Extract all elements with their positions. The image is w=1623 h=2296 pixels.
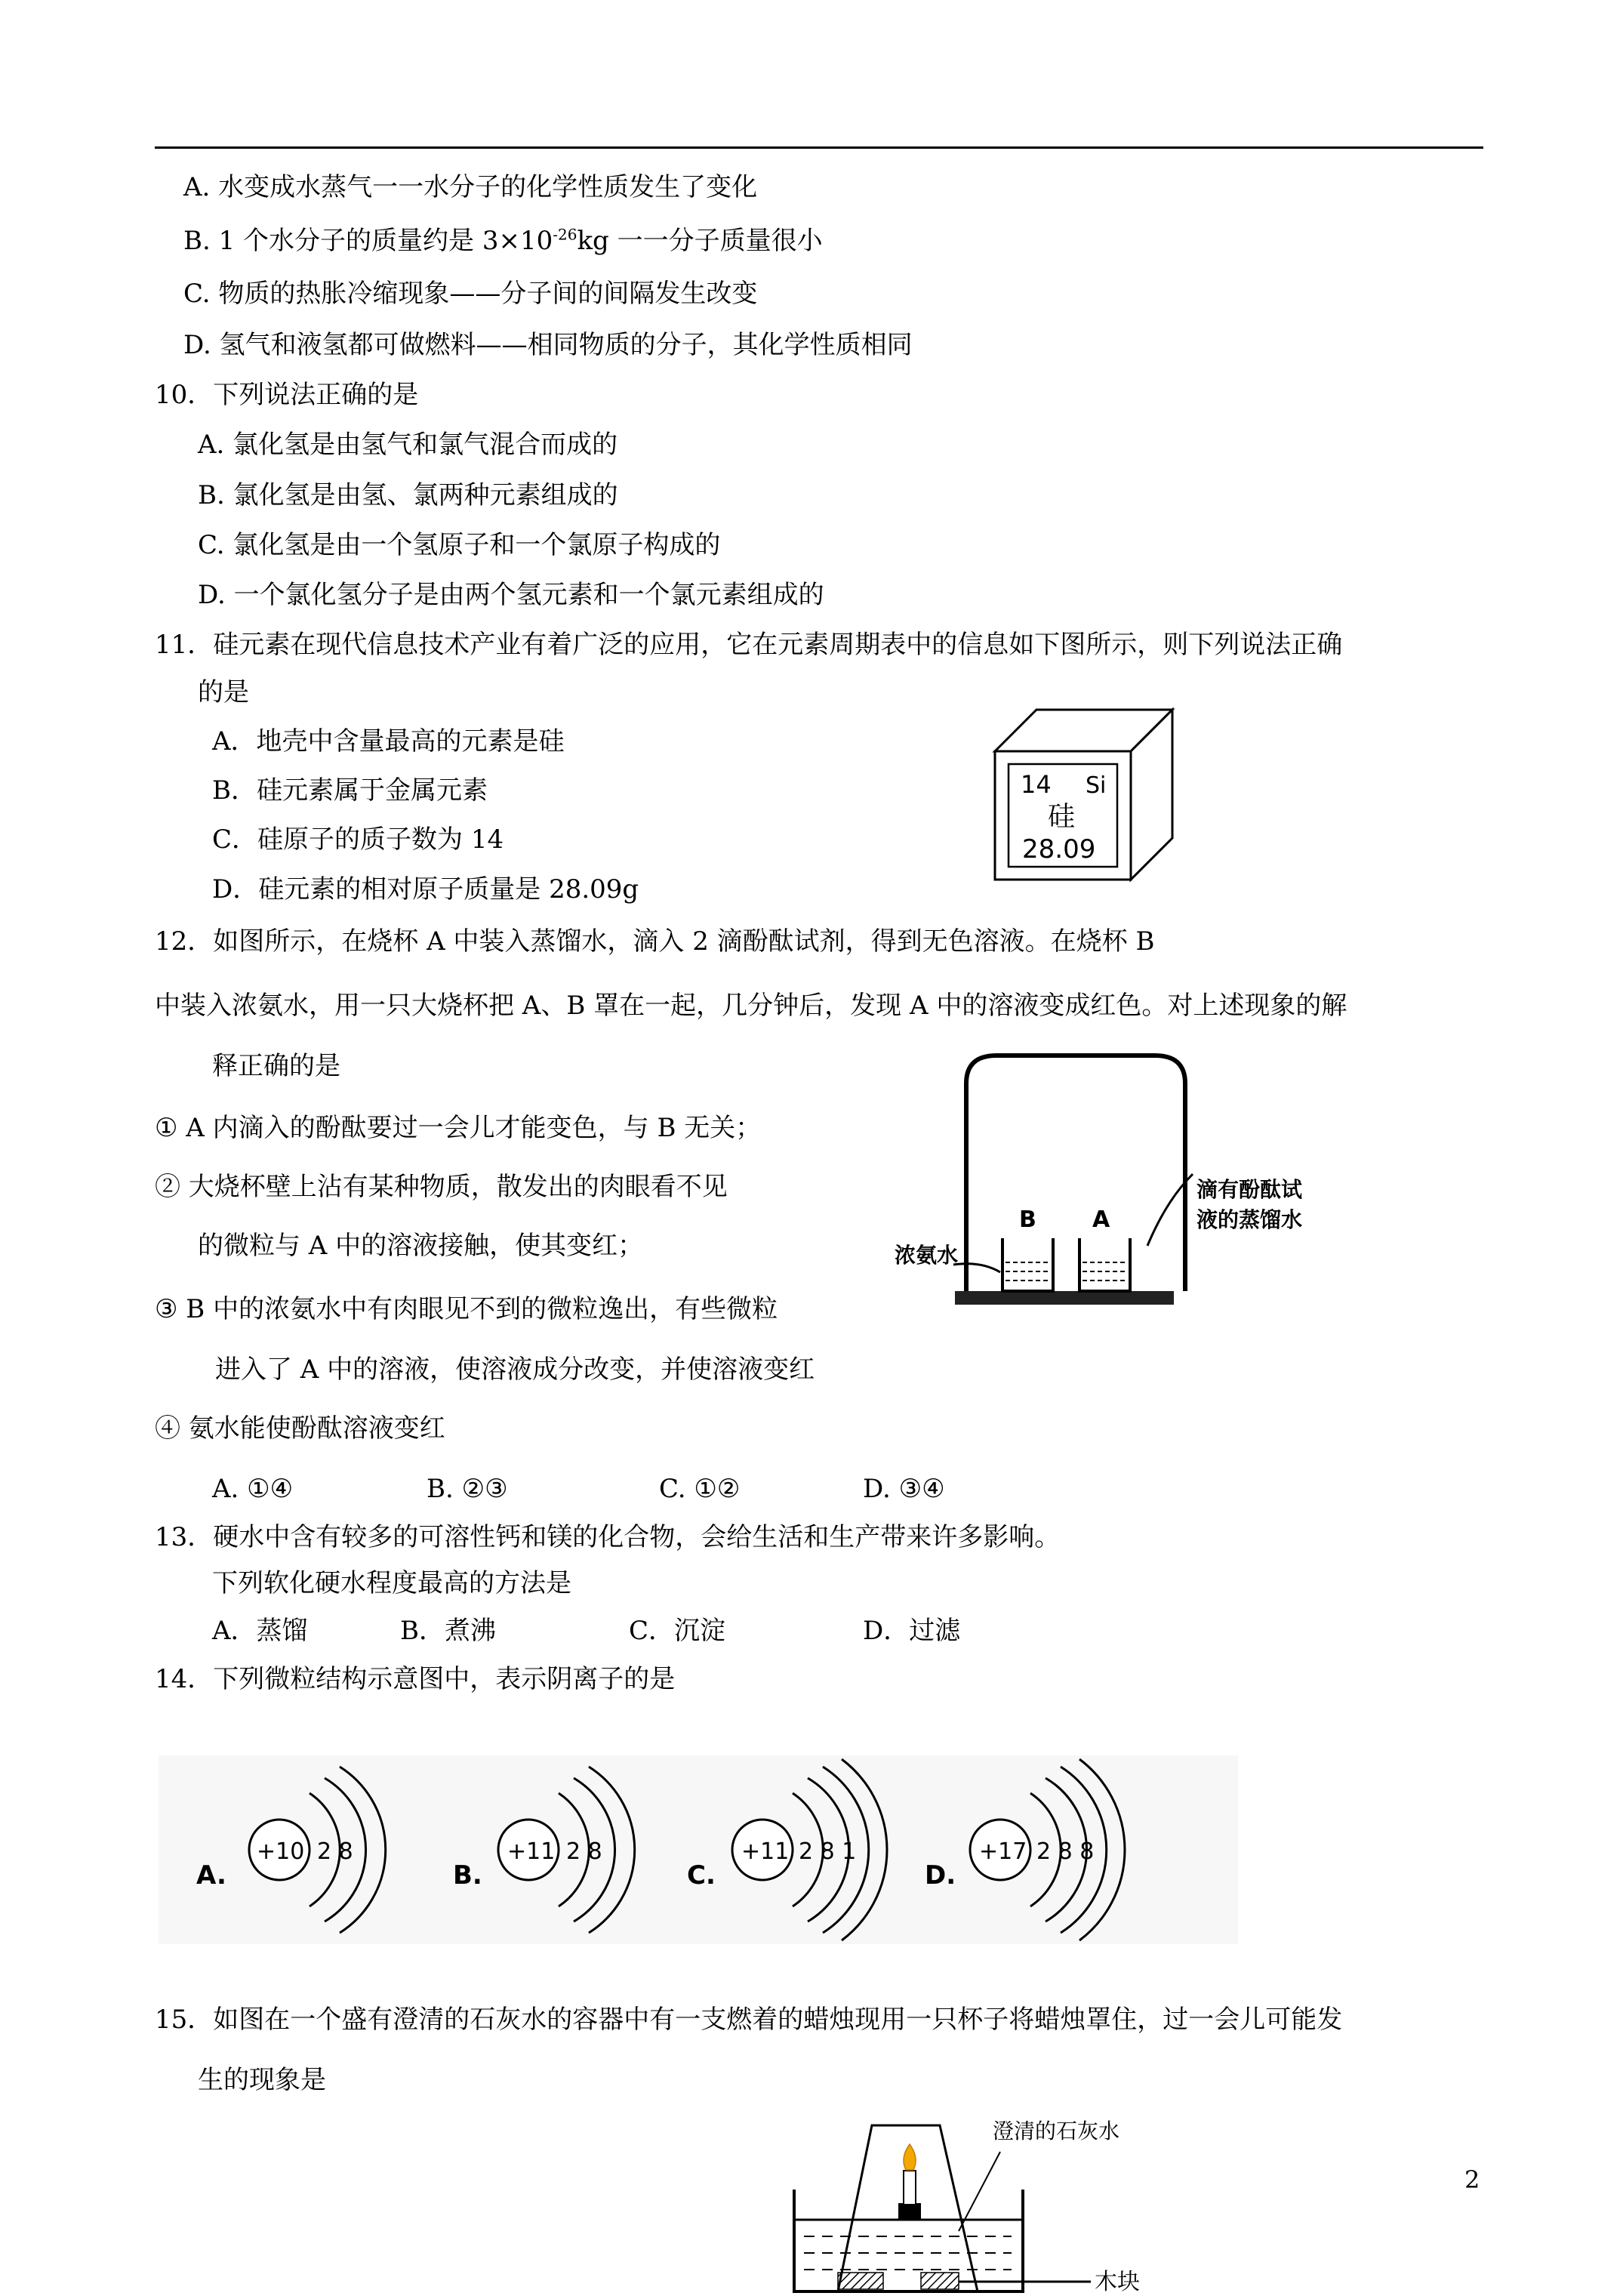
q13-option-d: D．过滤 [863,1616,961,1646]
atomic-structure-diagrams [159,1755,1238,1944]
diagram-a-shells: 2 8 [317,1838,353,1865]
q12-stem: 12．如图所示，在烧杯 A 中装入蒸馏水，滴入 2 滴酚酞试剂，得到无色溶液。在烧杯 B [155,926,1155,957]
q12-stem-cont2: 释正确的是 [212,1051,340,1081]
q11-stem-cont: 的是 [198,677,249,707]
q13-stem: 13．硬水中含有较多的可溶性钙和镁的化合物，会给生活和生产带来许多影响。 [155,1522,1061,1552]
diagram-b-label: B. [453,1860,482,1891]
q11-option-d: D．硅元素的相对原子质量是 28.09g [212,874,639,905]
q12-stem-cont: 中装入浓氨水，用一只大烧杯把 A、B 罩在一起，几分钟后，发现 A 中的溶液变成红色。对上述现象的解 [155,991,1347,1021]
q11-option-a: A．地壳中含量最高的元素是硅 [212,726,565,757]
q10-option-c: C. 氯化氢是由一个氢原子和一个氯原子构成的 [198,530,721,560]
beaker-a-label: A [1092,1207,1110,1233]
q13-stem-cont: 下列软化硬水程度最高的方法是 [212,1568,571,1598]
ammonia-phenolphthalein-figure [895,1042,1317,1314]
q15-stem: 15．如图在一个盛有澄清的石灰水的容器中有一支燃着的蜡烛现用一只杯子将蜡烛罩住，过一会儿可能发 [155,2005,1343,2035]
phenolphthalein-label-line1: 滴有酚酞试 [1196,1177,1303,1202]
wood-block-label: 木块 [1095,2269,1140,2295]
ammonia-label: 浓氨水 [895,1243,959,1268]
q12-option-b: B. ②③ [427,1474,508,1504]
q9-option-a: A. 水变成水蒸气一一水分子的化学性质发生了变化 [183,172,758,202]
diagram-a-nucleus: +10 [257,1838,305,1865]
q9-option-d: D. 氢气和液氢都可做燃料——相同物质的分子，其化学性质相同 [183,330,913,360]
diagram-d-nucleus: +17 [979,1838,1027,1865]
header-rule [155,146,1483,149]
diagram-c-shells: 2 8 1 [799,1838,857,1865]
q11-option-c: C．硅原子的质子数为 14 [212,824,504,855]
beaker-b-label: B [1019,1207,1036,1233]
q10-option-a: A. 氯化氢是由氢气和氯气混合而成的 [198,430,618,460]
q12-option-a: A. ①④ [212,1474,294,1504]
page-number: 2 [1464,2165,1480,2194]
q12-statement-3-cont: 进入了 A 中的溶液，使溶液成分改变，并使溶液变红 [215,1354,815,1385]
q13-option-a: A．蒸馏 [212,1616,308,1646]
diagram-d-shells: 2 8 8 [1036,1838,1095,1865]
element-mass: 28.09 [1022,834,1096,864]
q14-stem: 14．下列微粒结构示意图中，表示阴离子的是 [155,1664,676,1694]
lime-water-label: 澄清的石灰水 [993,2119,1120,2143]
q12-statement-3: ③ B 中的浓氨水中有肉眼见不到的微粒逸出，有些微粒 [155,1294,778,1324]
q10-option-d: D. 一个氯化氢分子是由两个氢元素和一个氯元素组成的 [198,580,824,610]
candle-lime-water-figure [785,2106,1208,2296]
diagram-c-nucleus: +11 [741,1838,790,1865]
q12-option-c: C. ①② [659,1474,741,1504]
q12-statement-2-cont: 的微粒与 A 中的溶液接触，使其变红； [198,1231,644,1261]
q11-option-b: B．硅元素属于金属元素 [212,775,488,806]
q9-option-b: B. 1 个水分子的质量约是 $3\times 10^{-26}kg$ 一一分子质量很小 [183,225,823,256]
q13-option-c: C．沉淀 [629,1616,726,1646]
q13-option-b: B．煮沸 [400,1616,496,1646]
element-symbol: Si [1086,772,1107,799]
q15-stem-cont: 生的现象是 [198,2065,326,2095]
q10-option-b: B. 氯化氢是由氢、氯两种元素组成的 [198,480,618,510]
phenolphthalein-label-line2: 液的蒸馏水 [1196,1207,1303,1232]
diagram-d-label: D. [925,1860,956,1891]
q12-option-d: D. ③④ [863,1474,945,1504]
q12-statement-1: ① A 内滴入的酚酞要过一会儿才能变色，与 B 无关； [155,1113,762,1143]
silicon-element-cube [989,702,1178,883]
q12-statement-4: ④ 氨水能使酚酞溶液变红 [155,1413,445,1444]
q12-statement-2: ② 大烧杯壁上沾有某种物质，散发出的肉眼看不见 [155,1172,728,1202]
diagram-c-label: C. [687,1860,716,1891]
q10-stem: 10．下列说法正确的是 [155,380,419,410]
diagram-b-nucleus: +11 [507,1838,556,1865]
diagram-b-shells: 2 8 [566,1838,602,1865]
element-name: 硅 [1048,801,1076,832]
q11-stem: 11．硅元素在现代信息技术产业有着广泛的应用，它在元素周期表中的信息如下图所示，则下列说法正确 [155,630,1343,660]
q9-option-c: C. 物质的热胀冷缩现象——分子间的间隔发生改变 [183,279,758,309]
diagram-a-label: A. [196,1860,226,1891]
element-number: 14 [1021,770,1052,799]
